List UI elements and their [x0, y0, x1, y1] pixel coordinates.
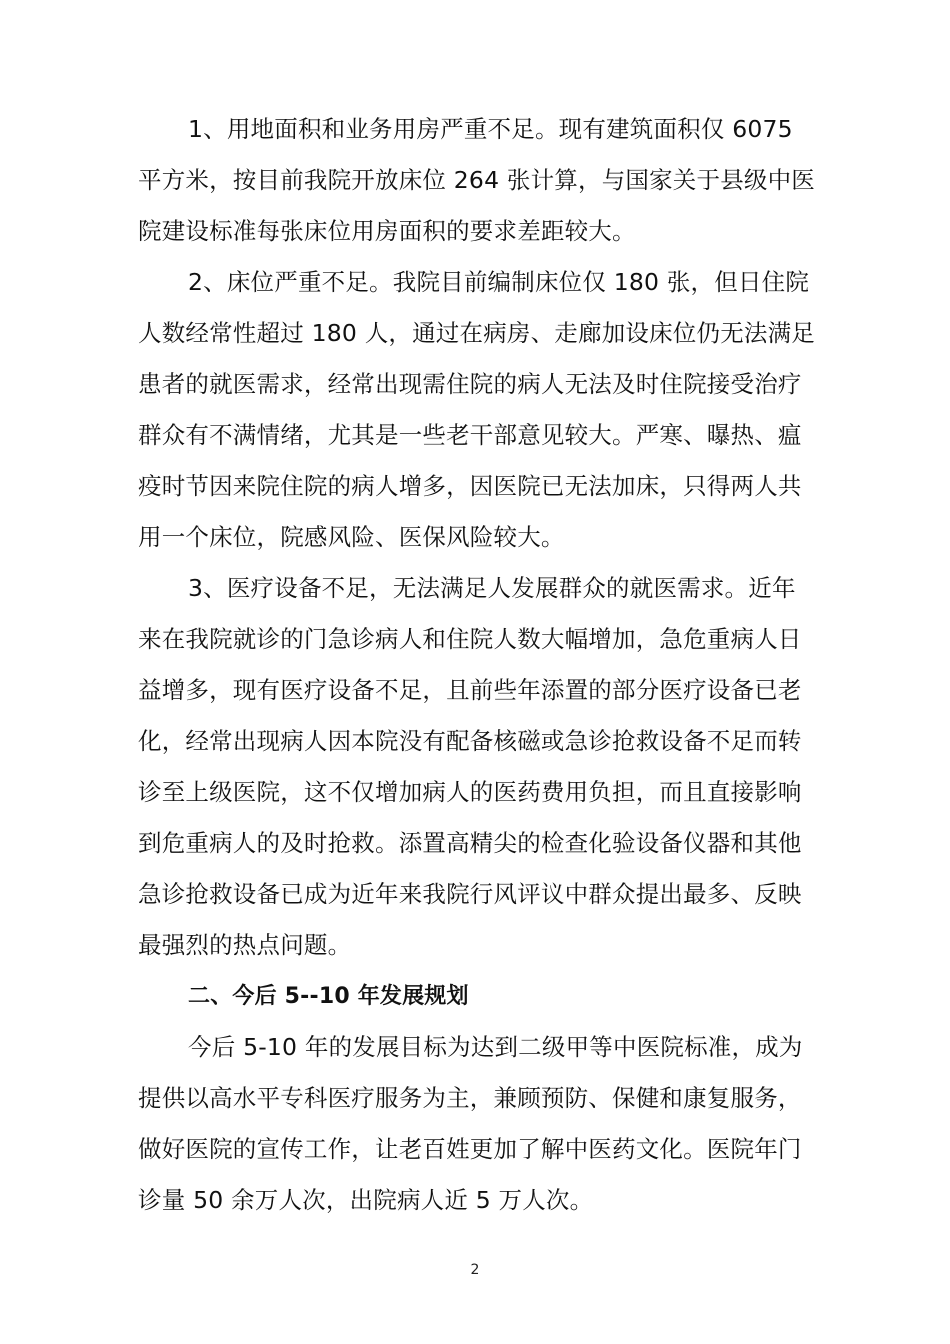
page-number: 2 [470, 1262, 480, 1278]
paragraph-2-line-4: 群众有不满情绪，尤其是一些老干部意见较大。严寒、曝热、瘟 [138, 421, 802, 449]
paragraph-3-line-1: 3、医疗设备不足，无法满足人发展群众的就医需求。近年 [188, 574, 796, 602]
paragraph-3-line-3: 益增多，现有医疗设备不足，且前些年添置的部分医疗设备已老 [138, 676, 802, 704]
paragraph-2-line-1: 2、床位严重不足。我院目前编制床位仅 180 张，但日住院 [188, 268, 810, 296]
paragraph-3-line-4: 化，经常出现病人因本院没有配备核磁或急诊抢救设备不足而转 [138, 727, 802, 755]
paragraph-1-line-1: 1、用地面积和业务用房严重不足。现有建筑面积仅 6075 [188, 115, 793, 143]
paragraph-3-line-6: 到危重病人的及时抢救。添置高精尖的检查化验设备仪器和其他 [138, 829, 802, 857]
paragraph-3-line-5: 诊至上级医院，这不仅增加病人的医药费用负担，而且直接影响 [138, 778, 802, 806]
paragraph-3-line-2: 来在我院就诊的门急诊病人和住院人数大幅增加，急危重病人日 [138, 625, 802, 653]
paragraph-2-line-3: 患者的就医需求，经常出现需住院的病人无法及时住院接受治疗 [138, 370, 802, 398]
paragraph-2-line-2: 人数经常性超过 180 人，通过在病房、走廊加设床位仍无法满足 [138, 319, 815, 347]
paragraph-4-line-3: 做好医院的宣传工作，让老百姓更加了解中医药文化。医院年门 [138, 1135, 802, 1163]
paragraph-4-line-2: 提供以高水平专科医疗服务为主，兼顾预防、保健和康复服务， [138, 1084, 802, 1112]
paragraph-4-line-4: 诊量 50 余万人次，出院病人近 5 万人次。 [138, 1186, 594, 1214]
section-heading: 二、今后 5--10 年发展规划 [188, 984, 469, 1009]
paragraph-3-line-8: 最强烈的热点问题。 [138, 931, 352, 959]
paragraph-1-line-2: 平方米，按目前我院开放床位 264 张计算，与国家关于县级中医 [138, 166, 815, 194]
paragraph-2-line-6: 用一个床位，院感风险、医保风险较大。 [138, 523, 565, 551]
paragraph-4-line-1: 今后 5-10 年的发展目标为达到二级甲等中医院标准，成为 [188, 1033, 803, 1061]
document-body [138, 104, 814, 1226]
paragraph-1-line-3: 院建设标准每张床位用房面积的要求差距较大。 [138, 217, 636, 245]
paragraph-2-line-5: 疫时节因来院住院的病人增多，因医院已无法加床，只得两人共 [138, 472, 802, 500]
paragraph-3-line-7: 急诊抢救设备已成为近年来我院行风评议中群众提出最多、反映 [138, 880, 802, 908]
